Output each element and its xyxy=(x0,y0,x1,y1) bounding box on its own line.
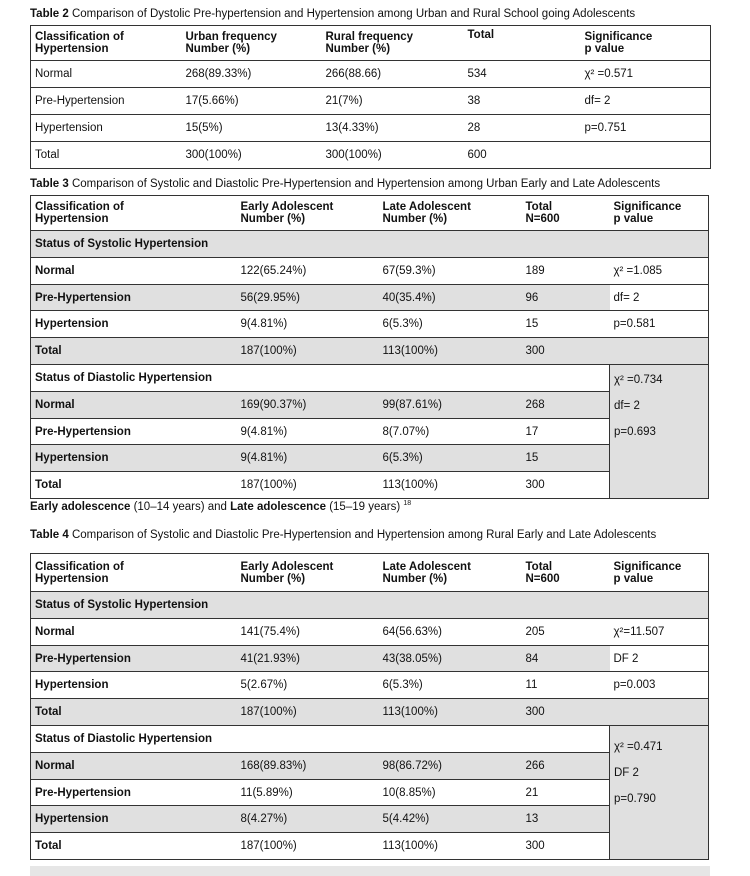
table-row xyxy=(31,699,709,726)
table-cell: df= 2 xyxy=(610,285,709,311)
table-cell: χ²=11.507 xyxy=(610,619,709,646)
table-cell: Hypertension xyxy=(31,672,237,699)
table-cell: 113(100%) xyxy=(379,472,522,499)
table-cell: 600 xyxy=(464,142,581,169)
table-row xyxy=(31,806,709,833)
table-3-header: Total N=600 xyxy=(525,201,560,225)
table-cell: 11(5.89%) xyxy=(237,780,379,806)
table-3-number: Table 3 xyxy=(30,178,69,190)
table-cell: 168(89.83%) xyxy=(237,753,379,780)
table-cell: Total xyxy=(31,338,237,365)
table-cell: Hypertension xyxy=(31,445,237,472)
table-cell: Total xyxy=(31,472,237,499)
table-4-header: Classification of Hypertension xyxy=(35,560,124,585)
table-cell: 5(2.67%) xyxy=(237,672,379,699)
footnote-late-range: (15–19 years) xyxy=(326,500,404,513)
table-3-header-row xyxy=(31,196,709,231)
table-cell: 84 xyxy=(522,646,610,672)
table-cell: 266 xyxy=(522,753,610,780)
table-4 xyxy=(30,553,709,860)
section-row-diastolic xyxy=(31,365,709,392)
footnote-early-range: (10–14 years) and xyxy=(130,500,231,513)
table-cell: 5(4.42%) xyxy=(379,806,522,833)
table-cell: 534 xyxy=(464,61,581,88)
table-cell: 13 xyxy=(522,806,610,833)
table-cell: Normal xyxy=(31,61,182,88)
section-row-systolic xyxy=(31,592,709,619)
table-row xyxy=(31,115,711,142)
table-cell xyxy=(610,699,709,726)
table-cell: 9(4.81%) xyxy=(237,311,379,338)
table-cell: 6(5.3%) xyxy=(379,311,522,338)
table-2-header: Classification of Hypertension xyxy=(35,31,124,55)
table-cell: 8(4.27%) xyxy=(237,806,379,833)
table-cell: 300 xyxy=(522,699,610,726)
table-cell: Hypertension xyxy=(31,115,182,142)
table-cell: 21 xyxy=(522,780,610,806)
sig-df: DF 2 xyxy=(614,767,639,779)
table-cell: 15 xyxy=(522,445,610,472)
table-cell: 9(4.81%) xyxy=(237,419,379,445)
table-row xyxy=(31,258,709,285)
section-label: Status of Diastolic Hypertension xyxy=(31,365,610,392)
table-cell: 17 xyxy=(522,419,610,445)
table-cell: 15(5%) xyxy=(182,115,322,142)
footnote-early-label: Early adolescence xyxy=(30,500,131,513)
table-cell: Pre-Hypertension xyxy=(31,88,182,115)
table-row xyxy=(31,833,709,860)
table-2-number: Table 2 xyxy=(30,8,69,20)
table-cell: 169(90.37%) xyxy=(237,392,379,419)
sig-p: p=0.693 xyxy=(614,426,656,438)
table-row xyxy=(31,780,709,806)
section-label: Status of Systolic Hypertension xyxy=(31,231,709,258)
table-cell: Pre-Hypertension xyxy=(31,646,237,672)
table-cell: 64(56.63%) xyxy=(379,619,522,646)
table-2-header: Total xyxy=(467,29,495,41)
section-label: Status of Systolic Hypertension xyxy=(31,592,709,619)
table-cell: Hypertension xyxy=(31,311,237,338)
table-cell xyxy=(581,142,711,169)
table-2-header: Urban frequency Number (%) xyxy=(185,31,277,55)
table-row xyxy=(31,672,709,699)
table-4-header: Early Adolescent Number (%) xyxy=(240,560,334,585)
table-cell: Total xyxy=(31,699,237,726)
table-cell: 205 xyxy=(522,619,610,646)
table-cell: 113(100%) xyxy=(379,338,522,365)
table-cell: 17(5.66%) xyxy=(182,88,322,115)
table-cell: 6(5.3%) xyxy=(379,672,522,699)
table-row xyxy=(31,419,709,445)
table-cell: χ² =1.085 xyxy=(610,258,709,285)
table-row xyxy=(31,285,709,311)
page-footer-bar xyxy=(30,866,710,876)
table-cell: p=0.751 xyxy=(581,115,711,142)
table-cell: 187(100%) xyxy=(237,338,379,365)
table-4-header: Late Adolescent Number (%) xyxy=(382,560,471,585)
table-4-title: Comparison of Systolic and Diastolic Pre-Hypertension and Hypertension among Rural Early and Late Adolescents xyxy=(71,529,657,541)
table-3-header: Significance p value xyxy=(613,201,682,225)
footnote xyxy=(30,500,411,513)
section-row-diastolic xyxy=(31,726,709,753)
section-label: Status of Diastolic Hypertension xyxy=(31,726,610,753)
table-cell: 187(100%) xyxy=(237,699,379,726)
table-cell: 15 xyxy=(522,311,610,338)
table-row xyxy=(31,88,711,115)
table-cell: 300 xyxy=(522,833,610,860)
table-cell: 10(8.85%) xyxy=(379,780,522,806)
table-cell: Normal xyxy=(31,619,237,646)
table-cell: 41(21.93%) xyxy=(237,646,379,672)
table-cell: 40(35.4%) xyxy=(379,285,522,311)
table-cell: 113(100%) xyxy=(379,833,522,860)
table-3-header: Late Adolescent Number (%) xyxy=(382,201,471,225)
table-cell: Hypertension xyxy=(31,806,237,833)
footnote-reference: 18 xyxy=(403,500,412,507)
table-cell: Total xyxy=(31,833,237,860)
table-cell: 141(75.4%) xyxy=(237,619,379,646)
table-3 xyxy=(30,195,709,499)
table-4-header: Total N=600 xyxy=(525,560,560,585)
table-cell: 8(7.07%) xyxy=(379,419,522,445)
table-3-caption xyxy=(30,178,660,190)
sig-p: p=0.790 xyxy=(614,793,656,805)
table-row xyxy=(31,311,709,338)
table-cell: 300 xyxy=(522,338,610,365)
table-cell: 38 xyxy=(464,88,581,115)
table-cell: Normal xyxy=(31,258,237,285)
table-cell xyxy=(610,338,709,365)
table-cell: p=0.003 xyxy=(610,672,709,699)
table-cell: 13(4.33%) xyxy=(322,115,464,142)
sig-chi: χ² =0.734 xyxy=(614,374,663,386)
table-cell: 300(100%) xyxy=(322,142,464,169)
table-cell: DF 2 xyxy=(610,646,709,672)
table-row xyxy=(31,753,709,780)
table-cell: 99(87.61%) xyxy=(379,392,522,419)
table-cell: 189 xyxy=(522,258,610,285)
table-cell: 56(29.95%) xyxy=(237,285,379,311)
table-2-header-row xyxy=(31,26,711,61)
table-cell: 96 xyxy=(522,285,610,311)
table-cell: 9(4.81%) xyxy=(237,445,379,472)
sig-chi: χ² =0.471 xyxy=(614,741,663,753)
table-4-header-row xyxy=(31,554,709,592)
diastolic-significance xyxy=(610,365,709,499)
table-cell: 28 xyxy=(464,115,581,142)
table-cell: 300 xyxy=(522,472,610,499)
table-row xyxy=(31,619,709,646)
table-cell: χ² =0.571 xyxy=(581,61,711,88)
table-row xyxy=(31,61,711,88)
footnote-late-label: Late adolescence xyxy=(230,500,326,513)
table-2-title: Comparison of Dystolic Pre-hypertension and Hypertension among Urban and Rural School going Adolescents xyxy=(71,8,636,20)
table-3-header: Early Adolescent Number (%) xyxy=(240,201,334,225)
table-row xyxy=(31,392,709,419)
table-cell: 113(100%) xyxy=(379,699,522,726)
table-cell: 187(100%) xyxy=(237,833,379,860)
table-row xyxy=(31,338,709,365)
table-4-number: Table 4 xyxy=(30,529,69,541)
table-cell: 11 xyxy=(522,672,610,699)
table-2 xyxy=(30,25,711,169)
table-3-title: Comparison of Systolic and Diastolic Pre-Hypertension and Hypertension among Urban Early and Late Adolescents xyxy=(71,178,661,190)
table-cell: 268(89.33%) xyxy=(182,61,322,88)
table-cell: 21(7%) xyxy=(322,88,464,115)
table-cell: 122(65.24%) xyxy=(237,258,379,285)
table-row xyxy=(31,646,709,672)
table-cell: 6(5.3%) xyxy=(379,445,522,472)
table-cell: Pre-Hypertension xyxy=(31,419,237,445)
table-3-header: Classification of Hypertension xyxy=(35,201,124,225)
table-cell: 268 xyxy=(522,392,610,419)
table-2-header: Significance p value xyxy=(584,31,653,55)
table-4-caption xyxy=(30,529,656,541)
table-row xyxy=(31,445,709,472)
table-cell: df= 2 xyxy=(581,88,711,115)
table-cell: Pre-Hypertension xyxy=(31,285,237,311)
diastolic-significance xyxy=(610,726,709,860)
table-4-header: Significance p value xyxy=(613,560,682,585)
table-2-header: Rural frequency Number (%) xyxy=(325,31,414,55)
table-cell: 67(59.3%) xyxy=(379,258,522,285)
table-cell: Normal xyxy=(31,753,237,780)
table-2-caption xyxy=(30,8,635,20)
table-cell: Total xyxy=(31,142,182,169)
table-cell: 43(38.05%) xyxy=(379,646,522,672)
table-cell: 187(100%) xyxy=(237,472,379,499)
table-cell: 98(86.72%) xyxy=(379,753,522,780)
table-cell: Normal xyxy=(31,392,237,419)
table-cell: 266(88.66) xyxy=(322,61,464,88)
table-cell: p=0.581 xyxy=(610,311,709,338)
sig-df: df= 2 xyxy=(614,400,640,412)
table-row xyxy=(31,142,711,169)
table-cell: 300(100%) xyxy=(182,142,322,169)
section-row-systolic xyxy=(31,231,709,258)
table-row xyxy=(31,472,709,499)
table-cell: Pre-Hypertension xyxy=(31,780,237,806)
